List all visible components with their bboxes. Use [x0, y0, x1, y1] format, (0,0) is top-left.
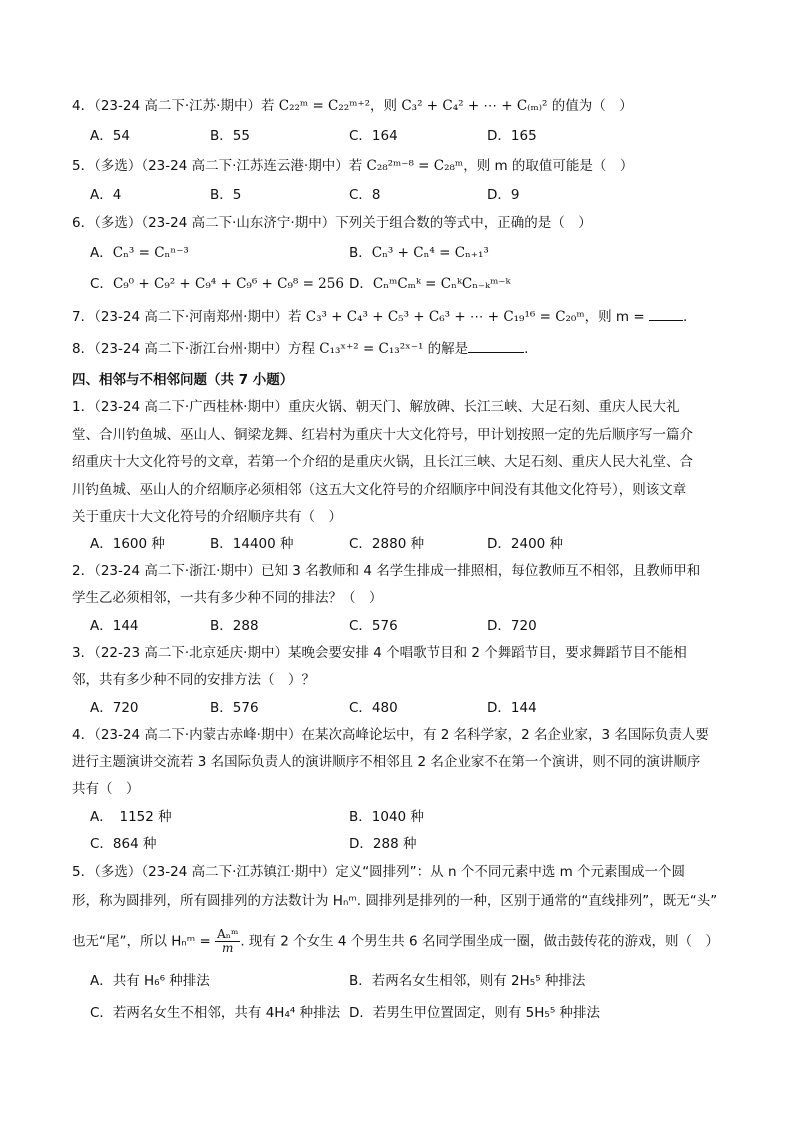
q4-stem: 4．（23-24 高二下·江苏·期中）若 C₂₂ᵐ = C₂₂ᵐ⁺²，则 C₃² + C₄² + ⋯ + C₍ₘ₎² 的值为（ ） [72, 98, 633, 114]
q6-option-b: B．Cₙ³ + Cₙ⁴ = Cₙ₊₁³ [349, 245, 489, 261]
q8-equation: C₁₃ˣ⁺² = C₁₃²ˣ⁻¹ [319, 341, 424, 357]
p4-q4-option-b: B．1040 种 [349, 809, 424, 825]
p4-q2-line2: 学生乙必须相邻，一共有多少种不同的排法？（ ） [72, 590, 383, 606]
q6-option-c: C．C₉⁰ + C₉² + C₉⁴ + C₉⁶ + C₉⁸ = 256 [90, 276, 344, 292]
p4-q2-option-a: A．144 [90, 618, 139, 634]
p4-q1-line2: 堂、合川钓鱼城、巫山人、铜梁龙舞、红岩村为重庆十大文化符号，甲计划按照一定的先后顺序写一篇介 [72, 427, 693, 443]
q5-equation: C₂₈²ᵐ⁻⁸ = C₂₈ᵐ [366, 158, 464, 174]
q4-equation: C₂₂ᵐ = C₂₂ᵐ⁺² [278, 98, 371, 114]
p4-q4-option-d: D．288 种 [349, 836, 417, 852]
p4-q3-line1: 3．（22-23 高二下·北京延庆·期中）某晚会要安排 4 个唱歌节目和 2 个舞蹈节目，要求舞蹈节目不能相 [72, 645, 687, 661]
p4-q2-line1: 2．（23-24 高二下·浙江·期中）已知 3 名教师和 4 名学生排成一排照相，每位教师互不相邻，且教师甲和 [72, 563, 701, 579]
p4-q4-option-a: A． 1152 种 [90, 809, 172, 825]
p4-q4-line2: 进行主题演讲交流若 3 名国际负责人的演讲顺序不相邻且 2 名企业家不在第一个演讲，则不同的演讲顺序 [72, 754, 701, 770]
p4-q5-line1: 5．（多选）（23-24 高二下·江苏镇江·期中）定义“圆排列”：从 n 个不同元素中选 m 个元素围成一个圆 [72, 864, 686, 880]
q4-option-c: C．164 [349, 128, 398, 144]
p4-q3-option-b: B．576 [210, 700, 259, 716]
q7-stem: 7．（23-24 高二下·河南郑州·期中）若 C₃³ + C₄³ + C₅³ + C₆³ + ⋯ + C₁₉¹⁶ = C₂₀ᵐ，则 m = . [72, 309, 688, 325]
q7-answer-blank[interactable] [649, 308, 683, 321]
q5-stem: 5．（多选）（23-24 高二下·江苏连云港·期中）若 C₂₈²ᵐ⁻⁸ = C₂₈ᵐ，则 m 的取值可能是（ ） [72, 158, 634, 174]
p4-q3-option-c: C．480 [349, 700, 398, 716]
p4-q1-option-d: D．2400 种 [487, 536, 564, 552]
p4-q5-option-d: D．若男生甲位置固定，则有 5H₅⁵ 种排法 [349, 1005, 601, 1021]
p4-q1-line3: 绍重庆十大文化符号的文章，若第一个介绍的是重庆火锅，且长江三峡、大足石刻、重庆人民大礼堂、合 [72, 454, 693, 470]
p4-q5-option-a: A．共有 H₆⁶ 种排法 [90, 973, 210, 989]
q5-option-b: B．5 [210, 187, 242, 203]
definition-fraction: $\frac{\text{Aₙᵐ}}{m}$ [217, 927, 239, 955]
q6-option-a: A．Cₙ³ = Cₙⁿ⁻³ [90, 245, 189, 261]
p4-q5-option-b: B．若两名女生相邻，则有 2H₅⁵ 种排法 [349, 973, 586, 989]
p4-q4-line3: 共有（ ） [72, 781, 140, 797]
q5-option-d: D．9 [487, 187, 520, 203]
p4-q5-line2: 形，称为圆排列，所有圆排列的方法数计为 Hₙᵐ. 圆排列是排列的一种，区别于通常的“直线排列”，既无“头” [72, 893, 718, 909]
p4-q1-option-b: B．14400 种 [210, 536, 294, 552]
p4-q5-option-c: C．若两名女生不相邻，共有 4H₄⁴ 种排法 [90, 1005, 341, 1021]
p4-q3-option-a: A．720 [90, 700, 139, 716]
section-heading: 四、相邻与不相邻问题（共 7 小题） [72, 372, 294, 388]
q4-option-b: B．55 [210, 128, 250, 144]
p4-q1-option-c: C．2880 种 [349, 536, 425, 552]
q4-option-a: A．54 [90, 128, 130, 144]
p4-q5-line3: 也无“尾”，所以 Hₙᵐ = $\frac{\text{Aₙᵐ}}{m}$ . 现有 2 个女生 4 个男生共 6 名同学围坐成一圈，做击鼓传花的游戏，则（ ） [72, 927, 719, 955]
p4-q4-option-c: C．864 种 [90, 836, 157, 852]
p4-q3-option-d: D．144 [487, 700, 537, 716]
q5-option-a: A．4 [90, 187, 122, 203]
p4-q2-option-b: B．288 [210, 618, 259, 634]
q8-stem: 8．（23-24 高二下·浙江台州·期中）方程 C₁₃ˣ⁺² = C₁₃²ˣ⁻¹ 的解是 . [72, 341, 529, 357]
p4-q1-line1: 1．（23-24 高二下·广西桂林·期中）重庆火锅、朝天门、解放碑、长江三峡、大足石刻、重庆人民大礼 [72, 399, 680, 415]
q5-option-c: C．8 [349, 187, 381, 203]
q4-option-d: D．165 [487, 128, 537, 144]
p4-q2-option-c: C．576 [349, 618, 398, 634]
p4-q3-line2: 邻，共有多少种不同的安排方法（ ）？ [72, 672, 315, 688]
p4-q2-option-d: D．720 [487, 618, 537, 634]
q6-option-d: D．CₙᵐCₘᵏ = CₙᵏCₙ₋ₖᵐ⁻ᵏ [349, 276, 511, 292]
q8-answer-blank[interactable] [468, 340, 524, 353]
q4-sum: C₃² + C₄² + ⋯ + C₍ₘ₎² [401, 98, 548, 114]
p4-q1-option-a: A．1600 种 [90, 536, 165, 552]
p4-q1-line4: 川钓鱼城、巫山人的介绍顺序必须相邻（这五大文化符号的介绍顺序中间没有其他文化符号），则该文章 [72, 482, 687, 498]
p4-q1-line5: 关于重庆十大文化符号的介绍顺序共有（ ） [72, 509, 342, 525]
q7-equation: C₃³ + C₄³ + C₅³ + C₆³ + ⋯ + C₁₉¹⁶ = C₂₀ᵐ [305, 309, 585, 325]
p4-q4-line1: 4．（23-24 高二下·内蒙古赤峰·期中）在某次高峰论坛中，有 2 名科学家，2 名企业家，3 名国际负责人要 [72, 727, 709, 743]
q6-stem: 6．（多选）（23-24 高二下·山东济宁·期中）下列关于组合数的等式中，正确的是（ ） [72, 215, 592, 231]
